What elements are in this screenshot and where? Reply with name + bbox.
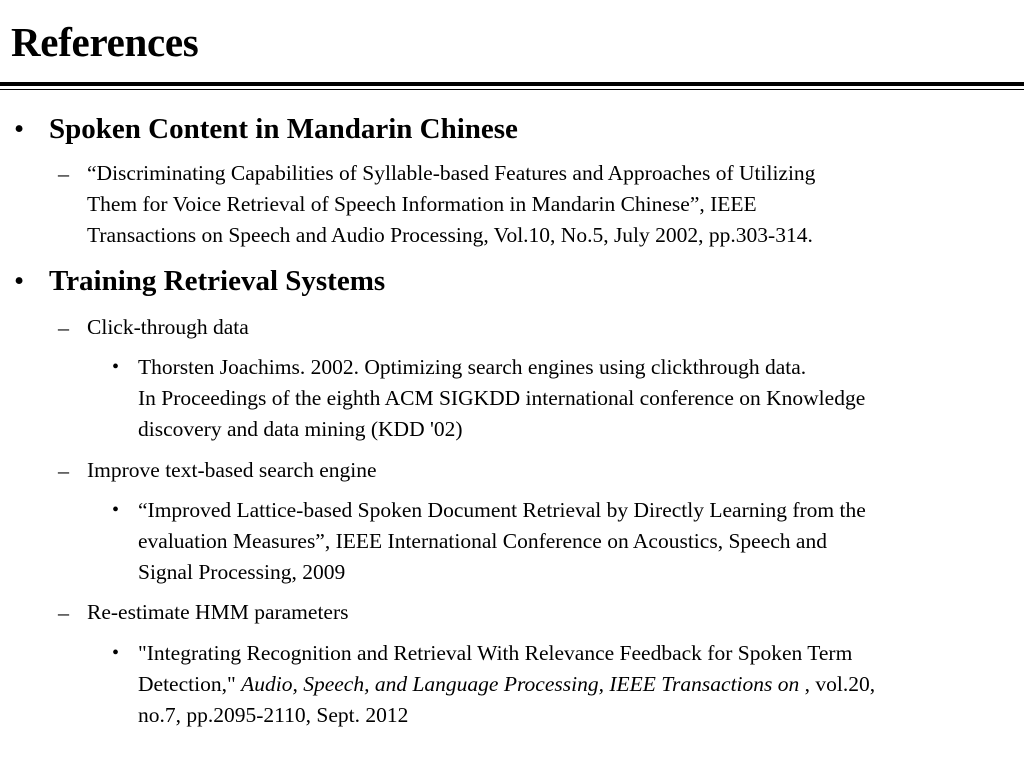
- journal-name: Audio, Speech, and Language Processing, IEEE Transactions on: [241, 672, 800, 696]
- reference-line: discovery and data mining (KDD '02): [138, 417, 463, 441]
- bullet-marker: •: [112, 642, 120, 664]
- section-heading-text: Spoken Content in Mandarin Chinese: [49, 113, 518, 145]
- reference-text: [87, 158, 1024, 251]
- bullet-marker: •: [14, 265, 25, 297]
- bullet-marker: •: [112, 356, 120, 378]
- subtopic-label: Click-through data: [87, 315, 249, 339]
- slide-title: References: [11, 19, 199, 65]
- subtopic-label: Re-estimate HMM parameters: [87, 600, 349, 624]
- reference-line: evaluation Measures”, IEEE International Conference on Acoustics, Speech and: [138, 529, 827, 553]
- bullet-marker: •: [112, 499, 120, 521]
- reference-line: no.7, pp.2095-2110, Sept. 2012: [138, 703, 409, 727]
- reference-line: Thorsten Joachims. 2002. Optimizing search engines using clickthrough data.: [138, 355, 807, 379]
- reference-plain-text: Detection,": [138, 672, 242, 696]
- reference-line: In Proceedings of the eighth ACM SIGKDD international conference on Knowledge: [138, 386, 866, 410]
- dash-marker: –: [58, 161, 69, 186]
- subtopic-label: Improve text-based search engine: [87, 458, 377, 482]
- reference-text: [138, 638, 1024, 731]
- dash-marker: –: [58, 458, 69, 483]
- reference-line: Transactions on Speech and Audio Processing, Vol.10, No.5, July 2002, pp.303-314.: [87, 223, 813, 247]
- reference-line: [138, 669, 1024, 700]
- reference-line: “Improved Lattice-based Spoken Document Retrieval by Directly Learning from the: [138, 498, 866, 522]
- title-divider-thick: [0, 82, 1024, 86]
- bullet-marker: •: [14, 113, 25, 145]
- section-heading-text: Training Retrieval Systems: [49, 265, 386, 297]
- reference-text: [138, 352, 1024, 445]
- title-divider-thin: [0, 89, 1024, 90]
- reference-text: [138, 495, 1024, 588]
- reference-line: Them for Voice Retrieval of Speech Information in Mandarin Chinese”, IEEE: [87, 192, 757, 216]
- dash-marker: –: [58, 315, 69, 340]
- reference-line: Signal Processing, 2009: [138, 560, 346, 584]
- reference-line: “Discriminating Capabilities of Syllable-based Features and Approaches of Utilizing: [87, 161, 816, 185]
- dash-marker: –: [58, 600, 69, 625]
- reference-line: "Integrating Recognition and Retrieval With Relevance Feedback for Spoken Term: [138, 641, 853, 665]
- reference-plain-text: , vol.20,: [799, 672, 876, 696]
